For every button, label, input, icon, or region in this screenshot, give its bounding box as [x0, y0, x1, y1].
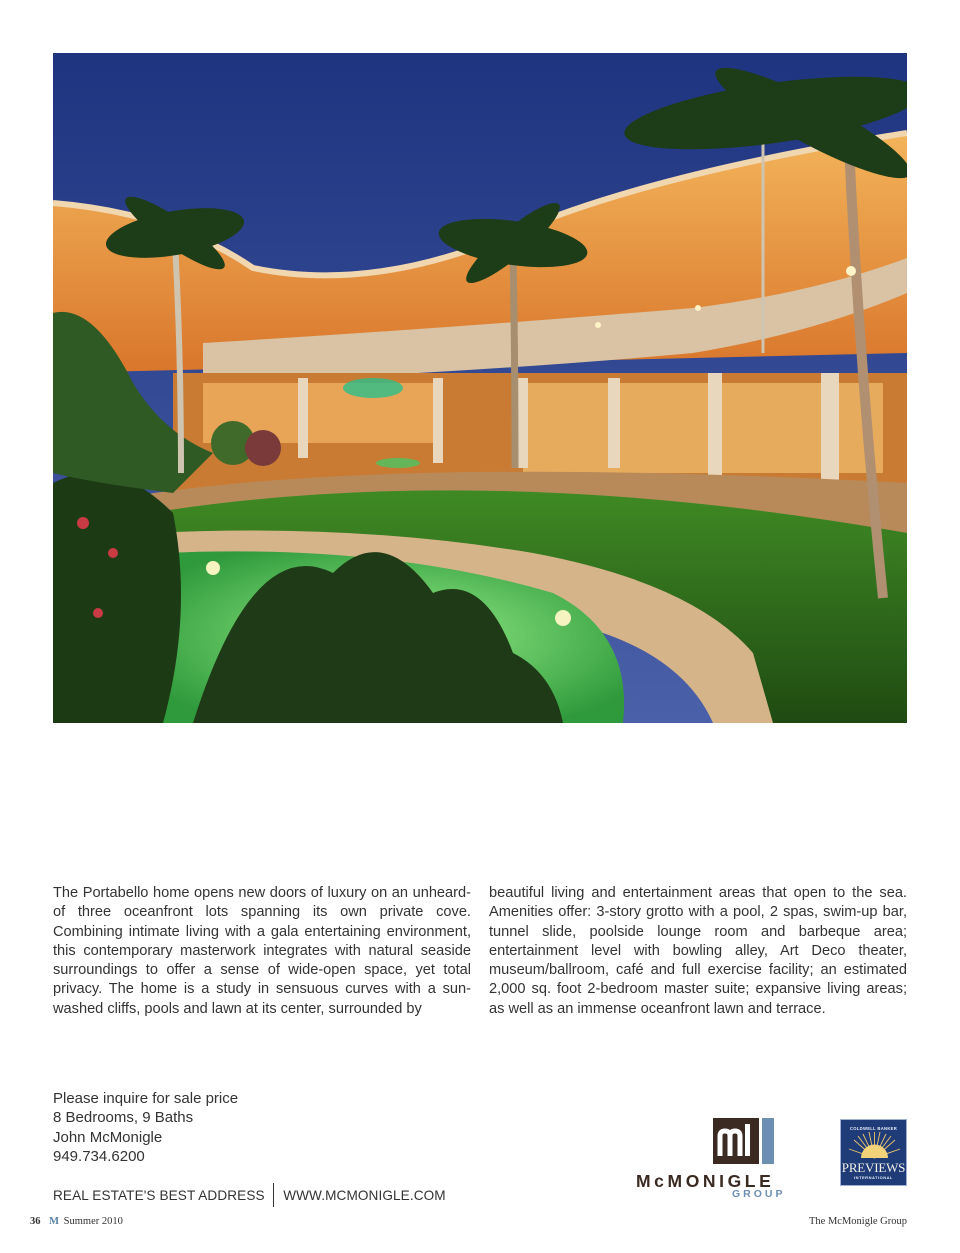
magazine-mark: M: [49, 1216, 60, 1227]
tagline: [53, 1183, 446, 1207]
mcmonigle-mark-icon: [713, 1118, 774, 1164]
agent-name: John McMonigle: [53, 1128, 163, 1146]
luxury-home-photo: [53, 53, 907, 723]
mcmonigle-wordmark: McMONIGLE: [636, 1171, 775, 1191]
folio-left: [30, 1216, 123, 1227]
article-column-left: The Portabello home opens new doors of luxury on an unheard-of three oceanfront lots spanning its own private cove. Combining intimate living with a gala entertaining environment, this contemporary masterwork integrates with natural seaside surroundings to offer a sense of wide-open space, yet total privacy. The home is a study in sensuous curves with a sun-washed cliffs, pools and lawn at its center, surrounded by: [53, 885, 471, 1017]
previews-brand-top: COLDWELL BANKER: [849, 1126, 898, 1131]
folio-publisher: The McMonigle Group: [809, 1216, 907, 1227]
contact-block: [53, 1089, 238, 1167]
page-number: 36: [30, 1216, 41, 1227]
price-note: Please inquire for sale price: [53, 1090, 239, 1107]
previews-logo: [840, 1119, 907, 1186]
mcmonigle-group-text: GROUP: [732, 1188, 786, 1200]
website-link[interactable]: WWW.MCMONIGLE.COM: [283, 1187, 446, 1203]
article-column-right: beautiful living and entertainment areas that open to the sea. Amenities offer: 3-story grotto with a pool, 2 spas, swim-up bar, tunnel slide, poolside lounge room and barbeque area; entertainment level with bowling alley, Art Deco theater, museum/ballroom, café and full exercise facility; an estimated 2,000 sq. foot 2-bedroom master suite; expansive living areas; as well as an immense oceanfront lawn and terrace.: [489, 885, 907, 1017]
rooms-info: 8 Bedrooms, 9 Baths: [53, 1109, 194, 1127]
previews-brand-sub: INTERNATIONAL: [854, 1175, 893, 1180]
slogan: REAL ESTATE'S BEST ADDRESS: [53, 1187, 265, 1203]
tagline-divider: [273, 1183, 275, 1207]
agent-phone[interactable]: 949.734.6200: [53, 1148, 145, 1166]
issue-label: Summer 2010: [63, 1216, 123, 1227]
mcmonigle-logo: [632, 1118, 792, 1202]
previews-wordmark: PREVIEWS: [841, 1160, 906, 1175]
